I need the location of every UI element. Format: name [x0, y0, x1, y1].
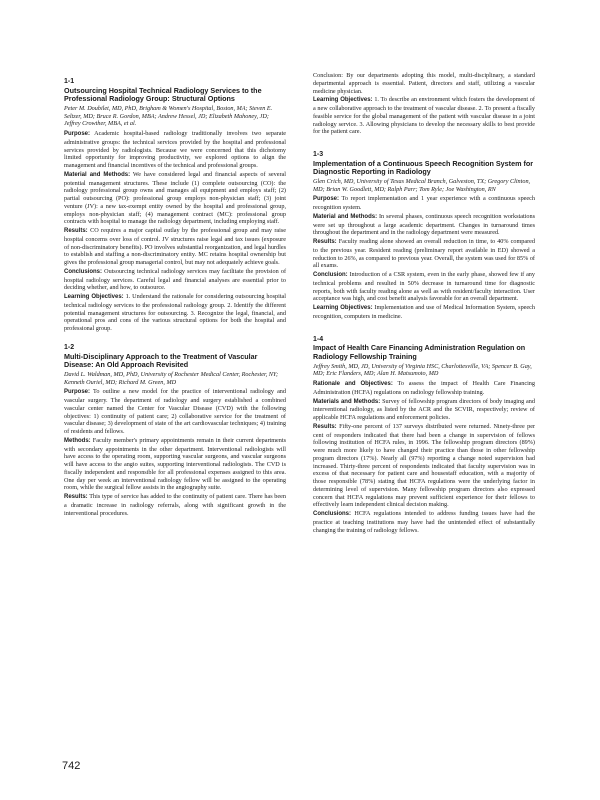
abstract-number: 1-4 [313, 335, 324, 343]
spacer [64, 334, 286, 344]
purpose-paragraph [64, 388, 286, 436]
purpose-paragraph [64, 130, 286, 170]
abstract-number: 1-2 [64, 343, 75, 351]
objectives-text: 1. Understand the rationale for considering outsourcing hospital technical radiology services to the professional radiology group. 2. Identify the different potential management structures for outsourcing. 3. Recognize the legal, financial, and operational pros and cons of the various structural options for both the hospital and professional group. [64, 293, 286, 333]
results-text: Fifty-one percent of 137 surveys distributed were returned. Ninety-three per cent of responders indicated that there had been a change in supervision of fellows following institution of HCFA rules, in 1996. The fellowship program directors (89%) were much more likely to have changed their practice than those in other fellowship program directors (17%). Nearly all (97%) reporting a change noted supervision had increased. Thirty-three percent of respondents indicated that faculty supervision was in excess of that necessary for patient care and housestaff education, with a majority of those responsible (78%) stating that HCFA regulations were the underlying factor in determining level of supervision. Many fellowship program directors also expressed concern that HCFA regulations may prevent sufficient experience for their fellows to effectively learn independent clinical decision making. [313, 422, 536, 509]
methods-label: Material and Methods: [313, 213, 378, 220]
abstract-1-4 [313, 336, 535, 535]
results-label: Results: [313, 239, 337, 246]
methods-label: Material and Methods: [64, 171, 131, 178]
methods-paragraph [313, 213, 535, 237]
results-text: Faculty reading alone showed an overall reduction in time, to 40% compared to the previous year. Resident reading (preliminary report available in ED) showed a reduction to 26%, as compared to previous year. Overall, the system was used for 85% of all exams. [313, 238, 535, 270]
conclusions-paragraph [64, 268, 286, 292]
conclusions-text: HCFA regulations intended to address funding issues have had the practice at teaching institutions may have had the unintended effect of substantially changing the training of radiology fellows. [313, 510, 535, 534]
conclusion-paragraph: Conclusion: By our departments adopting this model, multi-disciplinary, a standard departmental approach is essential. Patient, directors and staff, utilizing a vascular medicine physician. [313, 72, 535, 95]
abstract-authors: David L. Waldman, MD, PhD, University of Rochester Medical Center, Rochester, NY; Kenneth Ouriel, MD; Richard M. Green, MD [64, 370, 279, 386]
abstract-title: Multi-Disciplinary Approach to the Treatment of Vascular Disease: An Old Approach Revisited [64, 351, 258, 370]
methods-paragraph [313, 398, 535, 422]
purpose-text: To report implementation and 1 year experience with a continuous speech recognition system. [313, 195, 535, 212]
objectives-label: Learning Objectives: [313, 97, 373, 104]
conclusion-label: Conclusion: [313, 272, 348, 279]
abstract-1-3 [313, 151, 535, 321]
purpose-label: Purpose: [64, 131, 91, 138]
results-label: Results: [64, 494, 88, 501]
purpose-label: Purpose: [313, 196, 340, 203]
results-paragraph [313, 238, 535, 270]
abstract-number: 1-3 [313, 151, 324, 158]
objectives-text: 1. To describe an environment which fosters the development of a new collaborative approach to the treatment of vascular disease. 2. To present a fiscally feasible service for the global management of the patient with vascular disease in a joint radiology service. 3. Allowing physicians to develop the necessary skills to best provide for the patient care. [313, 96, 535, 136]
results-label: Results: [64, 228, 88, 235]
rationale-label: Rationale and Objectives: [313, 381, 393, 388]
results-paragraph [313, 423, 535, 509]
purpose-text: To outline a new model for the practice of interventional radiology and vascular surgery. The department of radiology and surgery established a combined vascular center named the Center for Vascular Disease (CVD) with the following objectives: 1) continuity of patient care; 2) collaborative service for the treatment of vascular disease; 3) development of state of the art cardiovascular techniques; 4) training of residents and fellows. [64, 388, 286, 436]
abstract-authors: Jeffrey Smith, MD, JD, University of Virginia HSC, Charlottesville, VA; Spencer B. Gay, MD; Eric Flanders, MD; Alan H. Matsumoto, MD [313, 362, 532, 378]
abstract-authors: Glen Crich, MD, University of Texas Medical Branch, Galveston, TX; Gregory Clinton, MD; Brian W. Goodlett, MD; Ralph Parr; Tom Ryle; Joe Washington, RN [313, 177, 531, 193]
rationale-text: To assess the impact of Health Care Financing Administration (HCFA) regulations on radiology fellowship training. [313, 380, 535, 396]
abstract-authors: Peter M. Doubilet, MD, PhD, Brigham & Women's Hospital, Boston, MA; Steven E. Seltzer, MD; Bruce R. Gordon, MBA; Andrew Hessel, JD; Elizabeth Mahoney, JD; Jeffrey Crowther, MBA, et al. [64, 104, 273, 128]
abstract-1-2 [64, 344, 286, 517]
results-text: This type of service has added to the continuity of patient care. There has been a dramatic increase in radiology referrals, along with significant growth in the interventional procedures. [64, 493, 286, 517]
conclusions-label: Conclusions: [64, 268, 103, 275]
rationale-paragraph [313, 380, 535, 397]
conclusion-text: Introduction of a CSR system, even in the early phase, showed few if any technical problems and resulted in 50% decrease in turnaround time for diagnostic reports, both with faculty reading alone as well as with resident/faculty interaction. User acceptance was high, and cost benefit analysis favorable for an overall department. [313, 271, 535, 303]
objectives-paragraph [313, 96, 535, 136]
purpose-label: Purpose: [64, 389, 91, 396]
purpose-text: Academic hospital-based radiology traditionally involves two separate administrative groups: the technical services provided by the hospital and professional services provided by radiologists. Because we were concerned that this dichotomy limited opportunity for improving productivity, we explored options to align the management and financial incentives of the technical and professional groups. [64, 130, 286, 170]
conclusion-paragraph [313, 271, 535, 303]
conclusions-paragraph [313, 510, 535, 534]
spacer [313, 137, 535, 151]
methods-text: In several phases, continuous speech recognition workstations were set up throughout a large academic department. Changes in turnaround times throughout the department and in the radiology department were measured. [313, 212, 535, 237]
results-text: CO requires a major capital outlay by the professional group and may raise hospital concerns over loss of control. JV structures raise legal and tax issues (exposure of non-discriminatory benefits). PO involves substantial reorganization, and legal hurdles to establish and staffing a non-discriminatory entity. MC retains hospital ownership but gives the professional group managerial control, but may not adequately achieve goals. [64, 227, 286, 267]
conclusions-text: Outsourcing technical radiology services may facilitate the provision of hospital radiology services. Careful legal and financial analyses are essential prior to deciding whether, and how, to outsource. [64, 267, 287, 292]
spacer [313, 322, 535, 336]
methods-label: Materials and Methods: [313, 398, 381, 405]
abstract-title: Implementation of a Continuous Speech Recognition System for Diagnostic Reporting in Radiology [313, 158, 534, 177]
methods-text: We have considered legal and financial aspects of several potential management structures. These include (1) complete outsourcing (CO): the radiology professional group owns and manages all equipment and employs staff; (2) partial outsourcing (PO): professional group employs non-physician staff; (3) joint venture (JV): a new tax-exempt entity owned by the hospital and professional group, employs non-physician staff; (4) management contract (MC): professional group contracts with hospital to manage the radiology department, including employing staff. [64, 170, 286, 226]
abstract-1-2-continued [313, 72, 535, 136]
methods-text: Faculty member's primary appointments remain in their current departments with secondary appointments in the other department. Interventional radiologists will have access to the operating room, supporting vascular surgeons, and vascular surgeons will have access to the angio suites, supporting interventional radiologists. The CVD is fiscally independent and responsible for all professional expenses assigned to this area. One day per week an interventional radiology fellow will be assigned to the operating room, while the surgical fellow assists in the angiography suite. [64, 436, 286, 492]
methods-paragraph [64, 171, 286, 226]
purpose-paragraph [313, 195, 535, 212]
objectives-label: Learning Objectives: [313, 305, 373, 312]
page-number: 742 [62, 760, 81, 772]
objectives-paragraph [64, 293, 286, 333]
objectives-text: Implementation and use of Medical Information System, speech recognition, computers in medicine. [313, 304, 535, 320]
abstract-title: Outsourcing Hospital Technical Radiology Services to the Professional Radiology Group: Structural Options [64, 85, 262, 104]
left-column [64, 78, 286, 518]
results-label: Results: [313, 423, 337, 430]
methods-paragraph [64, 437, 286, 492]
right-column [313, 72, 535, 535]
objectives-paragraph [313, 304, 535, 321]
methods-text: Survey of fellowship program directors of body imaging and interventional radiology, as listed by the ACR and the SCVIR, respectively; review of applicable HCFA regulations and enforcement policies. [313, 397, 535, 422]
abstract-title: Impact of Health Care Financing Administration Regulation on Radiology Fellowship Training [313, 343, 526, 362]
abstract-1-1 [64, 78, 286, 333]
methods-label: Methods: [64, 437, 91, 444]
results-paragraph [64, 493, 286, 517]
objectives-label: Learning Objectives: [64, 294, 124, 301]
conclusions-label: Conclusions: [313, 511, 352, 518]
results-paragraph [64, 227, 286, 267]
abstract-number: 1-1 [64, 78, 75, 85]
